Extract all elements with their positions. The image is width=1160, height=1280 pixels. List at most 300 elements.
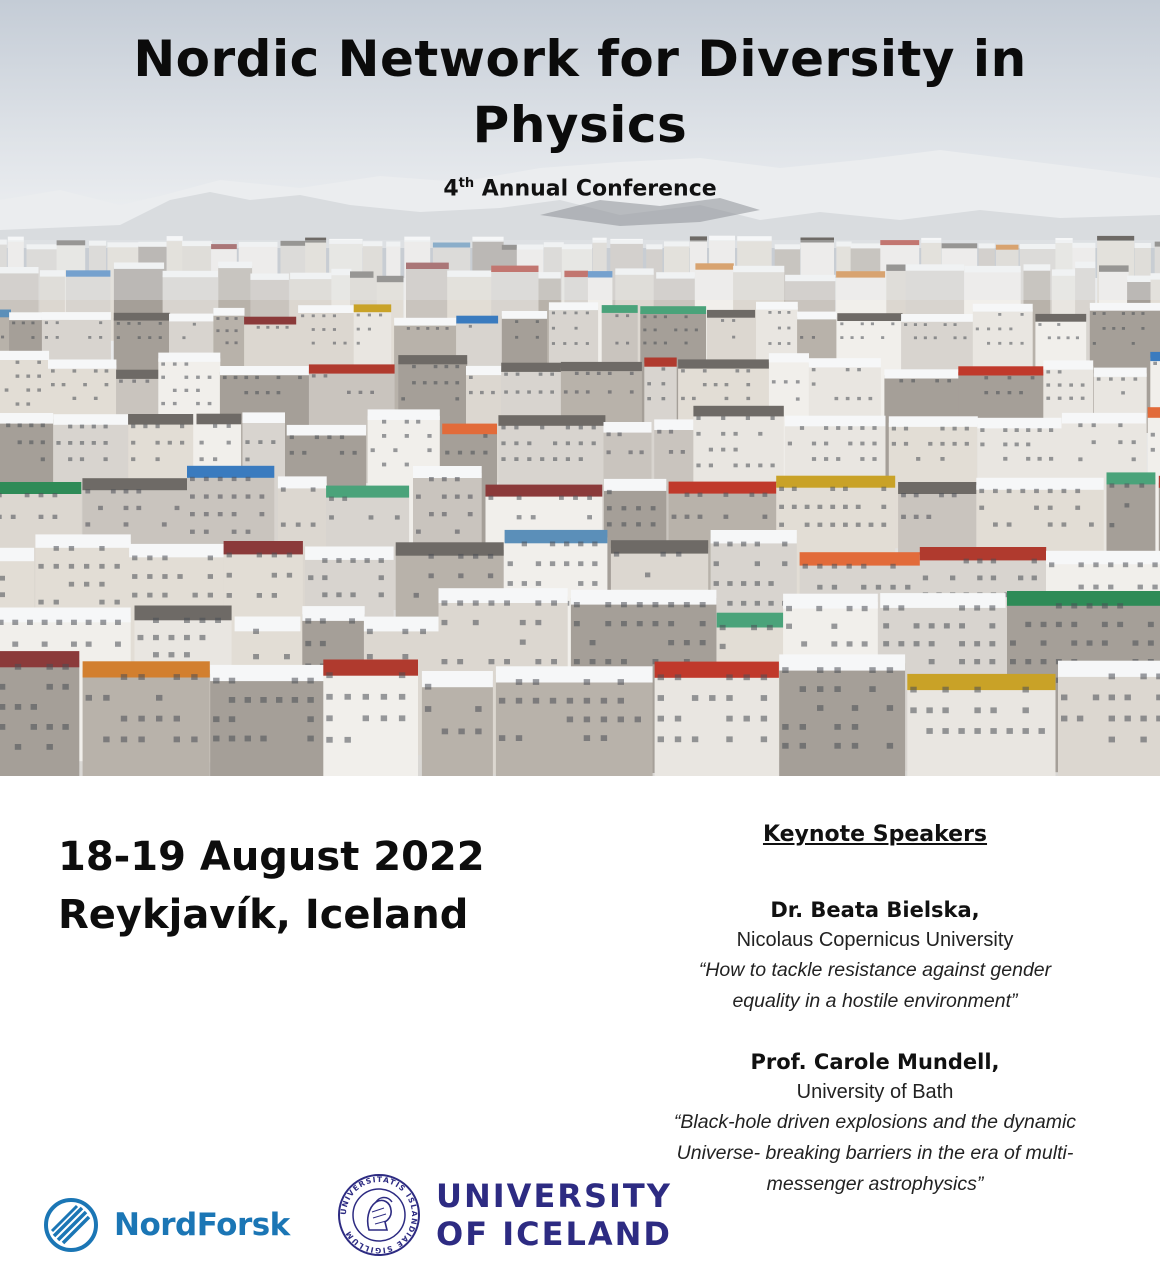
building-window xyxy=(751,625,757,630)
building-window xyxy=(531,515,536,519)
building-window xyxy=(846,397,850,400)
building-window xyxy=(1117,622,1123,627)
building-window xyxy=(148,336,151,339)
building-window xyxy=(984,376,988,379)
building-window xyxy=(940,427,944,431)
building-roof xyxy=(396,542,504,555)
building-window xyxy=(226,329,229,332)
building-window xyxy=(812,336,815,339)
building-window xyxy=(469,325,472,328)
building-roof xyxy=(769,353,809,362)
building-window xyxy=(926,728,932,734)
building-window xyxy=(800,336,803,339)
building-window xyxy=(881,487,886,491)
building-roof xyxy=(242,412,285,423)
building-window xyxy=(891,322,894,325)
university-wordmark xyxy=(436,1177,672,1253)
building-window xyxy=(977,576,982,581)
building-window xyxy=(658,716,664,722)
building-window xyxy=(869,667,875,673)
building-window xyxy=(26,402,30,405)
building-window xyxy=(213,716,219,722)
building-window xyxy=(1075,489,1080,493)
building-window xyxy=(869,397,873,400)
building-window xyxy=(37,388,41,391)
building-window xyxy=(208,593,213,598)
building-window xyxy=(234,376,238,379)
building-window xyxy=(636,506,641,510)
building-window xyxy=(590,659,596,664)
building-window xyxy=(668,640,674,645)
building-window xyxy=(605,602,611,607)
building-window xyxy=(817,564,822,569)
building-window xyxy=(468,512,473,516)
building-window xyxy=(954,336,957,339)
building-window xyxy=(535,659,541,664)
building-window xyxy=(1081,397,1085,400)
building-window xyxy=(658,674,664,680)
building-window xyxy=(980,443,984,447)
building-roof xyxy=(42,312,111,320)
building-window xyxy=(653,621,659,626)
building-window xyxy=(727,542,732,547)
building-window xyxy=(993,489,998,493)
building-window xyxy=(143,424,147,428)
building-window xyxy=(1093,312,1096,315)
building-window xyxy=(876,585,881,590)
building-window xyxy=(379,314,382,317)
building-window xyxy=(458,451,462,455)
building-window xyxy=(504,373,508,376)
building-window xyxy=(190,494,195,498)
building-window xyxy=(218,494,223,498)
building-window xyxy=(56,321,59,324)
building-window xyxy=(442,659,448,664)
building-window xyxy=(1039,728,1045,734)
building-roof xyxy=(210,665,324,681)
building-window xyxy=(455,381,459,384)
building-window xyxy=(244,376,248,379)
building-window xyxy=(696,464,700,468)
building-window xyxy=(1010,640,1016,645)
building-window xyxy=(468,495,473,499)
building-window xyxy=(138,336,141,339)
building-window xyxy=(69,564,74,569)
building-window xyxy=(856,505,861,509)
building-window xyxy=(1132,457,1136,461)
building-window xyxy=(227,593,232,598)
building-roof xyxy=(809,358,881,367)
building-window xyxy=(996,391,1000,394)
building-window xyxy=(442,620,448,625)
building-window xyxy=(953,427,957,431)
building-window xyxy=(353,451,357,455)
building-window xyxy=(1133,640,1139,645)
building-window xyxy=(117,322,120,325)
building-window xyxy=(965,427,969,431)
building-window xyxy=(1102,640,1108,645)
building-window xyxy=(333,314,336,317)
building-window xyxy=(455,495,460,499)
building-window xyxy=(761,695,767,701)
building-window xyxy=(312,374,316,377)
building-window xyxy=(834,724,840,730)
building-roof xyxy=(977,418,1061,429)
building-roof xyxy=(486,485,603,497)
building-window xyxy=(215,618,221,623)
building-window xyxy=(204,512,209,516)
building-window xyxy=(926,707,932,713)
building-window xyxy=(1075,506,1080,510)
building-window xyxy=(379,558,384,563)
building-window xyxy=(516,698,522,704)
building-window xyxy=(272,553,277,558)
building-window xyxy=(92,441,96,445)
building-window xyxy=(758,464,762,468)
building-window xyxy=(575,312,578,315)
building-window xyxy=(514,457,518,461)
building-window xyxy=(564,390,568,393)
building-roof xyxy=(35,534,130,547)
building-window xyxy=(253,654,259,659)
building-window xyxy=(272,593,277,598)
building-window xyxy=(989,659,995,664)
building-window xyxy=(367,654,373,659)
building-window xyxy=(260,697,266,703)
building-window xyxy=(552,342,555,345)
building-window xyxy=(535,600,541,605)
building-window xyxy=(872,457,876,461)
building-window xyxy=(615,342,618,345)
building-roof xyxy=(611,540,708,553)
building-window xyxy=(229,678,235,684)
building-window xyxy=(204,494,209,498)
building-roof xyxy=(114,313,170,321)
building-window xyxy=(1041,640,1047,645)
building-window xyxy=(37,361,41,364)
building-window xyxy=(381,715,387,721)
building-window xyxy=(147,556,152,561)
building-window xyxy=(942,728,948,734)
building-window xyxy=(177,574,182,579)
building-window xyxy=(1007,489,1012,493)
building-window xyxy=(536,561,541,566)
building-window xyxy=(436,327,439,330)
building-roof xyxy=(302,606,364,621)
building-roof xyxy=(669,482,777,494)
building-window xyxy=(156,457,160,461)
building-window xyxy=(71,620,77,625)
building-roof xyxy=(678,359,769,368)
building-roof xyxy=(1035,314,1086,322)
building-window xyxy=(989,641,995,646)
building-window xyxy=(1041,659,1047,664)
building-window xyxy=(381,694,387,700)
poster-title xyxy=(0,26,1160,158)
building-window xyxy=(1069,383,1073,386)
building-window xyxy=(796,397,800,400)
building-window xyxy=(80,425,84,429)
building-window xyxy=(1048,336,1051,339)
building-roof xyxy=(604,479,666,491)
building-window xyxy=(0,515,2,519)
building-window xyxy=(675,716,681,722)
building-window xyxy=(312,328,315,331)
building-window xyxy=(834,667,840,673)
building-window xyxy=(473,554,478,559)
building-window xyxy=(1023,707,1029,713)
building-window xyxy=(618,698,624,704)
atmospheric-haze xyxy=(0,240,1160,300)
building-window xyxy=(121,716,127,722)
building-window xyxy=(527,441,531,445)
building-window xyxy=(86,642,92,647)
building-window xyxy=(127,322,130,325)
building-window xyxy=(84,582,89,587)
building-window xyxy=(674,329,677,332)
building-window xyxy=(573,496,578,500)
building-window xyxy=(232,494,237,498)
building-roof xyxy=(711,530,797,543)
building-window xyxy=(218,512,223,516)
building-window xyxy=(208,376,212,379)
building-roof xyxy=(197,414,242,425)
building-window xyxy=(42,642,48,647)
building-window xyxy=(382,434,386,438)
building-roof xyxy=(129,544,224,557)
building-window xyxy=(812,457,816,461)
building-window xyxy=(333,342,336,345)
building-roof xyxy=(602,305,638,313)
building-window xyxy=(976,328,979,331)
building-window xyxy=(156,716,162,722)
building-window xyxy=(136,489,141,493)
building-window xyxy=(16,375,20,378)
building-window xyxy=(952,493,957,497)
building-window xyxy=(442,495,447,499)
building-window xyxy=(563,342,566,345)
building-window xyxy=(736,369,740,372)
building-window xyxy=(887,705,893,711)
building-window xyxy=(709,695,715,701)
building-window xyxy=(1061,695,1067,701)
speaker-entry xyxy=(660,1047,1090,1200)
building-window xyxy=(1151,433,1155,437)
building-window xyxy=(685,342,688,345)
building-window xyxy=(1156,674,1160,680)
building-window xyxy=(180,424,184,428)
building-window xyxy=(196,376,200,379)
building-window xyxy=(615,314,618,317)
building-window xyxy=(779,505,784,509)
building-window xyxy=(357,314,360,317)
building-window xyxy=(761,716,767,722)
building-window xyxy=(998,313,1001,316)
building-window xyxy=(772,380,776,383)
building-window xyxy=(429,554,434,559)
building-window xyxy=(608,372,612,375)
building-window xyxy=(253,629,259,634)
building-window xyxy=(301,314,304,317)
building-window xyxy=(721,448,725,452)
building-window xyxy=(672,515,677,519)
building-window xyxy=(654,342,657,345)
building-window xyxy=(71,642,77,647)
building-window xyxy=(592,426,596,430)
building-window xyxy=(552,327,555,330)
building-window xyxy=(703,369,707,372)
building-window xyxy=(132,556,137,561)
building-window xyxy=(39,515,44,519)
building-window xyxy=(115,600,120,605)
building-window xyxy=(843,505,848,509)
building-window xyxy=(522,542,527,547)
building-window xyxy=(405,434,409,438)
building-window xyxy=(761,674,767,680)
building-window xyxy=(488,573,493,578)
building-window xyxy=(1139,483,1144,487)
building-window xyxy=(1112,327,1115,330)
building-window xyxy=(117,336,120,339)
building-window xyxy=(989,623,995,628)
building-window xyxy=(53,515,58,519)
building-window xyxy=(924,323,927,326)
building-window xyxy=(272,573,277,578)
building-window xyxy=(417,327,420,330)
building-window xyxy=(185,389,189,392)
building-window xyxy=(574,602,580,607)
building-window xyxy=(579,441,583,445)
building-window xyxy=(73,397,77,400)
building-window xyxy=(824,457,828,461)
building-window xyxy=(31,322,34,325)
building-window xyxy=(45,321,48,324)
building-window xyxy=(586,390,590,393)
building-window xyxy=(190,477,195,481)
building-window xyxy=(320,641,326,646)
building-window xyxy=(489,496,494,500)
building-window xyxy=(840,336,843,339)
building-window xyxy=(1077,716,1083,722)
building-window xyxy=(768,311,771,314)
building-window xyxy=(232,477,237,481)
building-window xyxy=(329,515,334,519)
building-window xyxy=(566,426,570,430)
building-window xyxy=(190,512,195,516)
building-window xyxy=(584,717,590,723)
building-window xyxy=(1109,716,1115,722)
building-window xyxy=(469,376,473,379)
building-window xyxy=(1138,585,1143,590)
building-window xyxy=(402,654,408,659)
building-window xyxy=(637,621,643,626)
building-window xyxy=(1125,716,1131,722)
building-window xyxy=(578,561,583,566)
building-window xyxy=(664,315,667,318)
building-window xyxy=(824,442,828,446)
building-window xyxy=(1151,448,1155,452)
building-window xyxy=(592,581,597,586)
building-window xyxy=(336,558,341,563)
building-window xyxy=(782,743,788,749)
building-window xyxy=(661,552,666,557)
building-window xyxy=(344,342,347,345)
building-window xyxy=(345,694,351,700)
building-roof xyxy=(709,236,735,241)
building-window xyxy=(382,463,386,467)
building-window xyxy=(1049,562,1054,567)
building-window xyxy=(312,314,315,317)
building-roof xyxy=(116,370,160,379)
building-window xyxy=(700,602,706,607)
building-window xyxy=(12,642,18,647)
building-window xyxy=(159,336,162,339)
building-window xyxy=(651,506,656,510)
building-window xyxy=(939,493,944,497)
building-window xyxy=(536,320,539,323)
building-roof xyxy=(785,416,886,427)
building-window xyxy=(88,336,91,339)
building-window xyxy=(575,327,578,330)
building-window xyxy=(1078,457,1082,461)
building-window xyxy=(800,743,806,749)
building-window xyxy=(37,375,41,378)
building-window xyxy=(471,451,475,455)
building-window xyxy=(1049,457,1053,461)
building-window xyxy=(607,450,611,454)
building-window xyxy=(550,373,554,376)
building-roof xyxy=(1094,368,1147,377)
building-window xyxy=(311,523,316,527)
building-window xyxy=(1034,506,1039,510)
building-window xyxy=(991,559,996,564)
building-window xyxy=(458,573,463,578)
building-window xyxy=(260,494,265,498)
building-window xyxy=(213,424,217,428)
building-window xyxy=(1003,428,1007,432)
building-window xyxy=(56,620,62,625)
building-window xyxy=(685,329,688,332)
building-window xyxy=(1038,428,1042,432)
building-window xyxy=(782,667,788,673)
building-window xyxy=(862,606,868,611)
building-window xyxy=(947,379,951,382)
building-window xyxy=(607,506,612,510)
building-window xyxy=(1109,674,1115,680)
building-window xyxy=(399,672,405,678)
building-roof xyxy=(83,661,210,677)
building-window xyxy=(836,426,840,430)
building-window xyxy=(174,737,180,743)
building-window xyxy=(778,327,781,330)
building-window xyxy=(1038,457,1042,461)
building-roof xyxy=(501,363,563,372)
building-window xyxy=(812,442,816,446)
building-window xyxy=(974,687,980,693)
building-window xyxy=(621,621,627,626)
building-window xyxy=(726,674,732,680)
building-window xyxy=(533,679,539,685)
building-window xyxy=(1018,576,1023,581)
building-window xyxy=(734,432,738,436)
building-window xyxy=(784,380,788,383)
building-window xyxy=(246,530,251,534)
building-window xyxy=(365,558,370,563)
building-roof xyxy=(717,613,784,628)
building xyxy=(323,668,418,776)
building-window xyxy=(550,698,556,704)
building-window xyxy=(812,368,816,371)
